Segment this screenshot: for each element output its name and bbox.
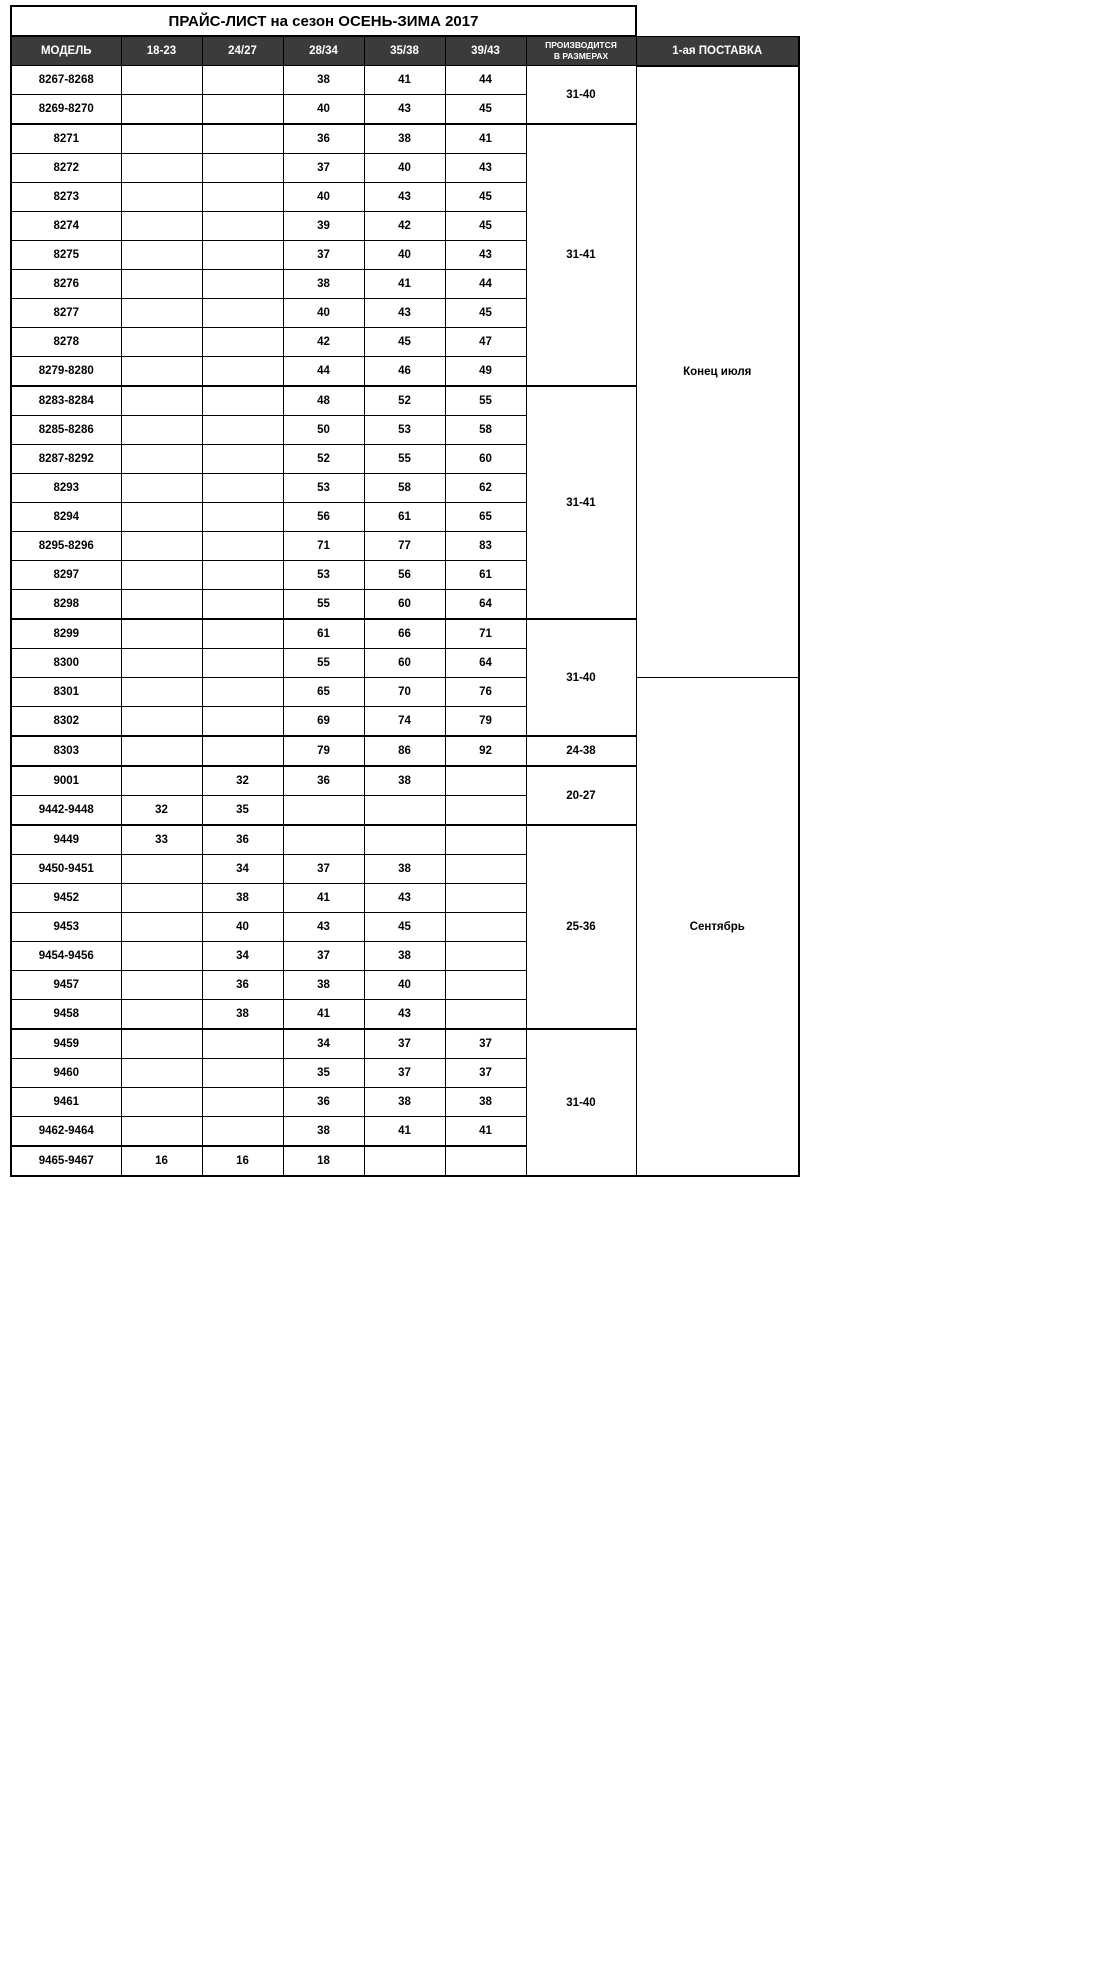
- cell-model: 8274: [11, 212, 121, 241]
- cell-size-5: 58: [445, 416, 526, 445]
- cell-model: 8303: [11, 736, 121, 766]
- cell-model: 8285-8286: [11, 416, 121, 445]
- cell-size-1: [121, 1000, 202, 1030]
- cell-size-2: [202, 736, 283, 766]
- cell-size-4: 52: [364, 386, 445, 416]
- cell-size-4: 38: [364, 942, 445, 971]
- cell-size-3: 38: [283, 270, 364, 299]
- cell-size-4: 41: [364, 270, 445, 299]
- cell-model: 8300: [11, 649, 121, 678]
- cell-size-4: 61: [364, 503, 445, 532]
- cell-size-4: 53: [364, 416, 445, 445]
- cell-size-1: [121, 357, 202, 387]
- cell-size-4: 70: [364, 678, 445, 707]
- cell-size-3: 39: [283, 212, 364, 241]
- cell-size-3: 38: [283, 1117, 364, 1147]
- cell-model: 8295-8296: [11, 532, 121, 561]
- cell-size-5: [445, 884, 526, 913]
- cell-size-3: 55: [283, 590, 364, 620]
- cell-model: 9462-9464: [11, 1117, 121, 1147]
- cell-size-5: 71: [445, 619, 526, 649]
- cell-size-1: [121, 299, 202, 328]
- cell-size-3: 40: [283, 95, 364, 125]
- cell-size-5: 62: [445, 474, 526, 503]
- cell-size-5: 64: [445, 649, 526, 678]
- cell-size-3: 65: [283, 678, 364, 707]
- cell-size-4: 56: [364, 561, 445, 590]
- cell-model: 9459: [11, 1029, 121, 1059]
- cell-size-2: [202, 270, 283, 299]
- cell-size-4: 40: [364, 241, 445, 270]
- cell-size-3: 43: [283, 913, 364, 942]
- cell-size-5: 65: [445, 503, 526, 532]
- cell-size-5: 44: [445, 270, 526, 299]
- cell-size-3: 40: [283, 183, 364, 212]
- cell-size-2: [202, 678, 283, 707]
- cell-size-5: [445, 971, 526, 1000]
- cell-size-3: 37: [283, 154, 364, 183]
- header-size-4: 35/38: [364, 36, 445, 66]
- cell-size-1: [121, 707, 202, 737]
- header-delivery: 1-ая ПОСТАВКА: [636, 36, 799, 66]
- cell-size-4: 43: [364, 1000, 445, 1030]
- cell-size-3: 61: [283, 619, 364, 649]
- page-title: ПРАЙС-ЛИСТ на сезон ОСЕНЬ-ЗИМА 2017: [11, 6, 636, 36]
- cell-size-3: 37: [283, 855, 364, 884]
- cell-size-1: [121, 445, 202, 474]
- cell-size-4: 55: [364, 445, 445, 474]
- cell-size-5: 92: [445, 736, 526, 766]
- cell-size-5: 44: [445, 66, 526, 95]
- cell-model: 8279-8280: [11, 357, 121, 387]
- cell-production-sizes: 31-41: [526, 386, 636, 619]
- cell-size-4: [364, 796, 445, 826]
- cell-size-1: [121, 66, 202, 95]
- cell-size-1: [121, 1029, 202, 1059]
- cell-model: 8271: [11, 124, 121, 154]
- cell-size-3: 37: [283, 942, 364, 971]
- cell-size-3: 36: [283, 1088, 364, 1117]
- header-size-5: 39/43: [445, 36, 526, 66]
- cell-production-sizes: 25-36: [526, 825, 636, 1029]
- cell-size-5: 64: [445, 590, 526, 620]
- cell-size-4: 38: [364, 1088, 445, 1117]
- cell-size-3: 36: [283, 766, 364, 796]
- cell-size-5: [445, 1146, 526, 1176]
- cell-size-2: [202, 124, 283, 154]
- cell-size-4: 41: [364, 1117, 445, 1147]
- cell-model: 9442-9448: [11, 796, 121, 826]
- cell-size-1: [121, 649, 202, 678]
- cell-size-2: [202, 241, 283, 270]
- cell-size-3: 37: [283, 241, 364, 270]
- cell-model: 9460: [11, 1059, 121, 1088]
- cell-size-5: 49: [445, 357, 526, 387]
- cell-size-1: [121, 416, 202, 445]
- cell-size-3: 53: [283, 474, 364, 503]
- cell-size-3: 34: [283, 1029, 364, 1059]
- cell-model: 8278: [11, 328, 121, 357]
- cell-size-2: [202, 154, 283, 183]
- cell-model: 8301: [11, 678, 121, 707]
- cell-size-1: [121, 678, 202, 707]
- cell-model: 8294: [11, 503, 121, 532]
- cell-size-1: [121, 736, 202, 766]
- cell-size-3: 36: [283, 124, 364, 154]
- cell-size-2: [202, 561, 283, 590]
- cell-model: 9465-9467: [11, 1146, 121, 1176]
- cell-model: 9457: [11, 971, 121, 1000]
- cell-size-2: [202, 445, 283, 474]
- cell-model: 9453: [11, 913, 121, 942]
- cell-size-1: 32: [121, 796, 202, 826]
- cell-size-5: 38: [445, 1088, 526, 1117]
- cell-size-1: 33: [121, 825, 202, 855]
- cell-model: 9452: [11, 884, 121, 913]
- header-model: МОДЕЛЬ: [11, 36, 121, 66]
- cell-size-4: 43: [364, 299, 445, 328]
- cell-size-5: 61: [445, 561, 526, 590]
- header-production-sizes: [526, 36, 636, 66]
- cell-size-2: 36: [202, 971, 283, 1000]
- cell-size-2: [202, 357, 283, 387]
- price-table: [10, 5, 800, 1177]
- cell-size-5: 41: [445, 1117, 526, 1147]
- cell-model: 9449: [11, 825, 121, 855]
- cell-model: 8275: [11, 241, 121, 270]
- cell-size-5: [445, 796, 526, 826]
- cell-size-1: [121, 766, 202, 796]
- cell-production-sizes: 31-41: [526, 124, 636, 386]
- cell-size-3: 44: [283, 357, 364, 387]
- cell-size-4: [364, 1146, 445, 1176]
- cell-size-3: 41: [283, 884, 364, 913]
- cell-size-2: [202, 649, 283, 678]
- cell-size-1: [121, 328, 202, 357]
- cell-size-2: [202, 532, 283, 561]
- cell-size-1: [121, 1059, 202, 1088]
- cell-size-5: [445, 855, 526, 884]
- header-size-3: 28/34: [283, 36, 364, 66]
- cell-size-4: 74: [364, 707, 445, 737]
- cell-size-2: [202, 1029, 283, 1059]
- cell-size-2: 34: [202, 942, 283, 971]
- cell-production-sizes: 31-40: [526, 619, 636, 736]
- cell-size-4: 45: [364, 328, 445, 357]
- cell-size-2: [202, 328, 283, 357]
- cell-size-1: [121, 942, 202, 971]
- cell-size-3: 38: [283, 66, 364, 95]
- cell-model: 9461: [11, 1088, 121, 1117]
- cell-size-1: [121, 270, 202, 299]
- cell-size-2: 38: [202, 884, 283, 913]
- cell-model: 9001: [11, 766, 121, 796]
- cell-size-1: [121, 95, 202, 125]
- cell-size-2: 36: [202, 825, 283, 855]
- price-table-body: [11, 6, 799, 1176]
- cell-size-3: 35: [283, 1059, 364, 1088]
- cell-size-1: [121, 1088, 202, 1117]
- cell-size-5: [445, 942, 526, 971]
- cell-size-1: [121, 503, 202, 532]
- cell-size-2: [202, 299, 283, 328]
- cell-size-4: 38: [364, 124, 445, 154]
- cell-size-2: [202, 416, 283, 445]
- cell-size-4: 37: [364, 1029, 445, 1059]
- cell-size-1: [121, 154, 202, 183]
- cell-size-4: 43: [364, 95, 445, 125]
- cell-size-3: 79: [283, 736, 364, 766]
- cell-size-1: [121, 532, 202, 561]
- cell-production-sizes: 24-38: [526, 736, 636, 766]
- cell-model: 8269-8270: [11, 95, 121, 125]
- title-row-spacer: [636, 6, 799, 36]
- cell-size-4: 46: [364, 357, 445, 387]
- cell-size-5: 37: [445, 1059, 526, 1088]
- cell-size-1: [121, 561, 202, 590]
- cell-size-2: [202, 1088, 283, 1117]
- cell-size-1: [121, 855, 202, 884]
- cell-size-1: [121, 241, 202, 270]
- cell-production-sizes: 31-40: [526, 66, 636, 125]
- cell-size-2: 38: [202, 1000, 283, 1030]
- cell-size-2: 16: [202, 1146, 283, 1176]
- cell-size-4: 37: [364, 1059, 445, 1088]
- cell-size-2: [202, 66, 283, 95]
- cell-size-4: 45: [364, 913, 445, 942]
- cell-size-4: [364, 825, 445, 855]
- cell-delivery: Сентябрь: [636, 678, 799, 1177]
- cell-size-3: 41: [283, 1000, 364, 1030]
- cell-size-5: 47: [445, 328, 526, 357]
- table-row: [11, 66, 799, 95]
- cell-size-2: [202, 503, 283, 532]
- cell-size-5: 60: [445, 445, 526, 474]
- cell-production-sizes: 31-40: [526, 1029, 636, 1176]
- cell-size-3: [283, 796, 364, 826]
- cell-size-5: 45: [445, 183, 526, 212]
- cell-size-2: [202, 183, 283, 212]
- cell-size-5: 83: [445, 532, 526, 561]
- cell-size-5: 45: [445, 95, 526, 125]
- cell-size-1: [121, 913, 202, 942]
- cell-size-2: [202, 1117, 283, 1147]
- cell-size-4: 77: [364, 532, 445, 561]
- cell-size-5: [445, 766, 526, 796]
- cell-size-3: 56: [283, 503, 364, 532]
- cell-size-4: 86: [364, 736, 445, 766]
- cell-delivery: Конец июля: [636, 66, 799, 678]
- cell-size-5: 79: [445, 707, 526, 737]
- cell-size-1: [121, 1117, 202, 1147]
- cell-size-4: 43: [364, 884, 445, 913]
- cell-size-5: 55: [445, 386, 526, 416]
- cell-size-4: 60: [364, 649, 445, 678]
- cell-model: 8267-8268: [11, 66, 121, 95]
- cell-size-5: 45: [445, 299, 526, 328]
- header-production-line2: В РАЗМЕРАХ: [553, 51, 609, 61]
- cell-model: 8298: [11, 590, 121, 620]
- cell-size-1: 16: [121, 1146, 202, 1176]
- cell-size-5: 45: [445, 212, 526, 241]
- cell-size-3: [283, 825, 364, 855]
- cell-size-1: [121, 474, 202, 503]
- cell-size-2: 34: [202, 855, 283, 884]
- cell-size-3: 40: [283, 299, 364, 328]
- cell-size-2: [202, 619, 283, 649]
- cell-size-2: 32: [202, 766, 283, 796]
- cell-model: 8277: [11, 299, 121, 328]
- price-list-sheet: [0, 5, 1102, 1177]
- cell-size-2: [202, 386, 283, 416]
- cell-model: 8287-8292: [11, 445, 121, 474]
- cell-size-1: [121, 590, 202, 620]
- cell-model: 8297: [11, 561, 121, 590]
- cell-model: 8276: [11, 270, 121, 299]
- cell-size-5: 41: [445, 124, 526, 154]
- cell-size-1: [121, 619, 202, 649]
- cell-size-1: [121, 386, 202, 416]
- cell-size-5: [445, 825, 526, 855]
- cell-size-3: 42: [283, 328, 364, 357]
- cell-model: 8273: [11, 183, 121, 212]
- cell-model: 9454-9456: [11, 942, 121, 971]
- cell-size-2: [202, 1059, 283, 1088]
- cell-size-2: 35: [202, 796, 283, 826]
- cell-size-5: [445, 913, 526, 942]
- cell-size-3: 69: [283, 707, 364, 737]
- cell-size-2: [202, 590, 283, 620]
- cell-size-5: 43: [445, 241, 526, 270]
- cell-size-2: 40: [202, 913, 283, 942]
- cell-size-5: 43: [445, 154, 526, 183]
- cell-size-3: 55: [283, 649, 364, 678]
- cell-size-2: [202, 95, 283, 125]
- cell-size-2: [202, 212, 283, 241]
- cell-size-4: 43: [364, 183, 445, 212]
- cell-model: 8283-8284: [11, 386, 121, 416]
- header-production-line1: ПРОИЗВОДИТСЯ: [545, 40, 617, 50]
- cell-size-3: 50: [283, 416, 364, 445]
- cell-size-4: 60: [364, 590, 445, 620]
- cell-model: 8299: [11, 619, 121, 649]
- cell-size-4: 42: [364, 212, 445, 241]
- cell-model: 9458: [11, 1000, 121, 1030]
- cell-size-3: 53: [283, 561, 364, 590]
- cell-size-5: 76: [445, 678, 526, 707]
- cell-model: 9450-9451: [11, 855, 121, 884]
- table-row: [11, 678, 799, 707]
- cell-size-1: [121, 124, 202, 154]
- cell-size-1: [121, 971, 202, 1000]
- header-size-1: 18-23: [121, 36, 202, 66]
- cell-size-5: 37: [445, 1029, 526, 1059]
- cell-production-sizes: 20-27: [526, 766, 636, 825]
- cell-model: 8302: [11, 707, 121, 737]
- cell-size-2: [202, 707, 283, 737]
- cell-model: 8272: [11, 154, 121, 183]
- cell-size-4: 66: [364, 619, 445, 649]
- cell-size-3: 38: [283, 971, 364, 1000]
- cell-size-3: 18: [283, 1146, 364, 1176]
- cell-size-3: 48: [283, 386, 364, 416]
- cell-size-2: [202, 474, 283, 503]
- cell-size-4: 40: [364, 971, 445, 1000]
- cell-size-4: 58: [364, 474, 445, 503]
- cell-size-1: [121, 183, 202, 212]
- cell-size-4: 38: [364, 766, 445, 796]
- cell-size-3: 52: [283, 445, 364, 474]
- cell-size-1: [121, 884, 202, 913]
- cell-model: 8293: [11, 474, 121, 503]
- cell-size-3: 71: [283, 532, 364, 561]
- header-size-2: 24/27: [202, 36, 283, 66]
- cell-size-4: 38: [364, 855, 445, 884]
- cell-size-4: 41: [364, 66, 445, 95]
- cell-size-4: 40: [364, 154, 445, 183]
- cell-size-5: [445, 1000, 526, 1030]
- cell-size-1: [121, 212, 202, 241]
